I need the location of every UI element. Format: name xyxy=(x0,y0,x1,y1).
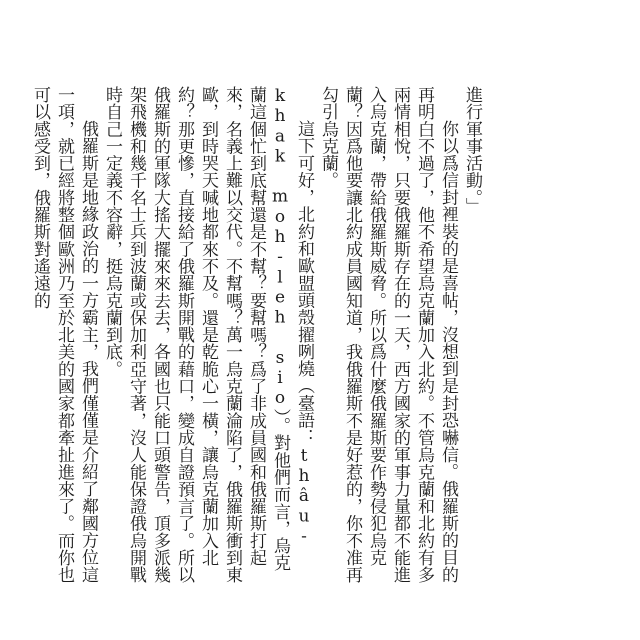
paragraph-4: 俄羅斯是地緣政治的一方霸主，我們僅僅是介紹了鄰國方位這一項，就已經將整個歐洲乃至於北美的國家都牽扯進來了。而你也可以感受到，俄羅斯對遙遠的 xyxy=(30,86,98,584)
paragraph-1: 進行軍事活動。」 xyxy=(462,86,482,215)
body-text xyxy=(28,86,484,586)
paragraph-2: 你以爲信封裡裝的是喜帖，沒想到是封恐嚇信。俄羅斯的目的再明白不過了，他不希望烏克蘭加入北約。不管烏克蘭和北約有多兩情相悅，只要俄羅斯存在的一天，西方國家的軍事力量都不能進入烏克蘭，帶給俄羅斯威脅。所以爲什麼俄羅斯要作勢侵犯烏克蘭？因爲他要讓北約成員國知道，我俄羅斯不是好惹的，你不准再勾引烏克蘭。 xyxy=(318,86,458,584)
paragraph-3: 這下可好，北約和歐盟頭殼擢咧燒（臺語：thâu-khak moh-leh sio）。對他們而言，烏克蘭這個忙到底幫還是不幫？要幫嗎？爲了非成員國和俄羅斯打起來，名義上難以交代。不幫嗎？萬一烏克蘭淪陷了，俄羅斯衝到東歐，到時哭天喊地都來不及。還是乾脆心一橫，讓烏克蘭加入北約？那更慘，直接給了俄羅斯開戰的藉口，變成自證預言了。所以俄羅斯的軍隊大搖大擺來來去去，各國也只能口頭警告，頂多派幾架飛機和幾千名士兵到波蘭或保加利亞守著，沒人能保證俄烏開戰時自己一定義不容辭，挺烏克蘭到底。 xyxy=(102,86,314,584)
